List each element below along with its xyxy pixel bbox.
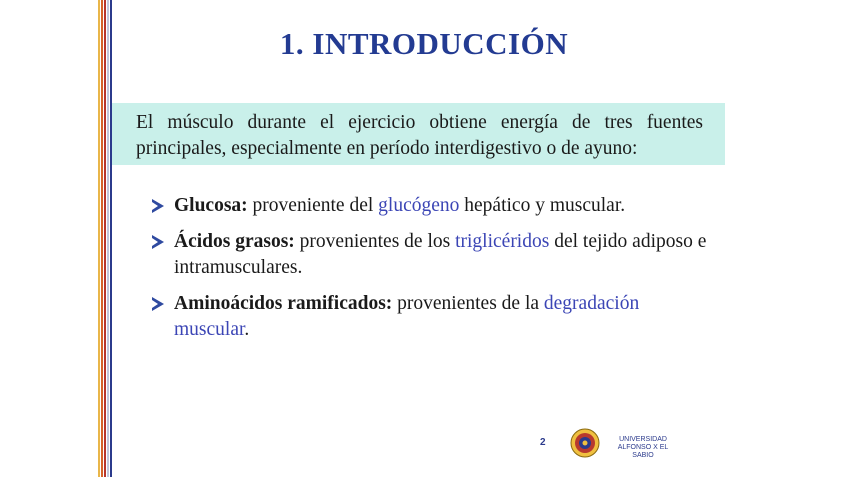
slide-title: 1. INTRODUCCIÓN (279, 26, 569, 61)
item-text: provenientes de los (294, 231, 456, 252)
item-text: del tejido adiposo e intramusculares. (174, 231, 707, 278)
decorative-stripes (98, 0, 112, 477)
bullet-list (150, 193, 710, 353)
university-line-1: UNIVERSIDAD (619, 436, 667, 443)
item-term: Ácidos grasos: (174, 231, 295, 252)
item-text: hepático y muscular. (459, 195, 626, 216)
arrow-bullet-icon (152, 235, 164, 249)
item-term: Aminoácidos ramificados: (174, 293, 393, 314)
intro-box: El músculo durante el ejercicio obtiene energía de tres fuentes principales, especialmente en período interdigestivo o de ayuno: (112, 103, 725, 165)
list-item-aminoacidos (150, 291, 710, 343)
stripe-gold (98, 0, 100, 477)
university-seal-icon (570, 428, 600, 458)
page-number: 2 (540, 437, 546, 448)
item-highlight: triglicéridos (455, 231, 550, 252)
item-highlight: glucógeno (378, 195, 460, 216)
stripe-navy (110, 0, 112, 477)
arrow-bullet-icon (152, 297, 164, 311)
university-name (607, 436, 679, 460)
item-text: . (244, 319, 250, 340)
stripe-lavender (107, 0, 109, 477)
item-term: Glucosa: (174, 195, 248, 216)
item-text: provenientes de la (392, 293, 544, 314)
stripe-red (104, 0, 106, 477)
arrow-bullet-icon (152, 199, 164, 213)
list-item-glucosa (150, 193, 710, 219)
university-line-2: ALFONSO X EL SABIO (617, 444, 669, 459)
list-item-acidos-grasos (150, 229, 710, 281)
item-highlight: degradación muscular (174, 293, 640, 340)
item-text: proveniente del (247, 195, 379, 216)
stripe-orange (101, 0, 103, 477)
